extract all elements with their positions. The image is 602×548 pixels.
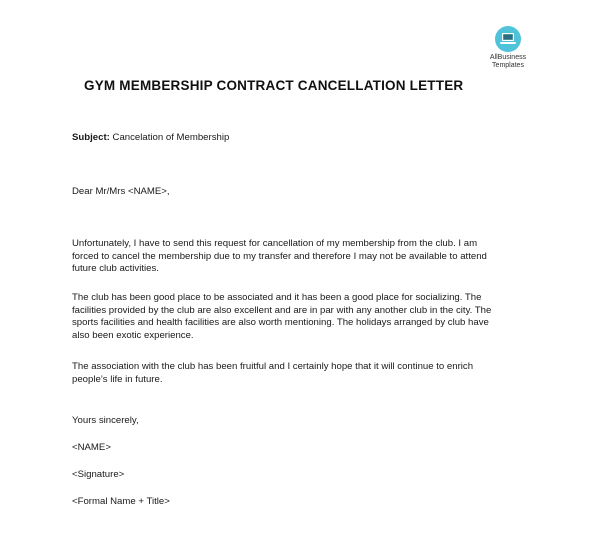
paragraph-line: facilities provided by the club are also excellent and are in par with any another club in the city. The <box>72 304 492 316</box>
paragraph-line: forced to cancel the membership due to my transfer and therefore I may not be available to attend <box>72 250 487 262</box>
paragraph-line: future club activities. <box>72 263 159 275</box>
paragraph-1 <box>72 238 542 276</box>
paragraph-line: The club has been good place to be associated and it has been a good place for socializing. The <box>72 292 482 303</box>
subject-label: Subject: <box>72 132 110 143</box>
paragraph-line: also been exotic experience. <box>72 329 194 341</box>
salutation: Dear Mr/Mrs <NAME>, <box>72 186 170 197</box>
logo-text <box>485 54 531 70</box>
allbusiness-templates-logo <box>485 26 531 70</box>
paragraph-3 <box>72 361 542 386</box>
subject-value: Cancelation of Membership <box>112 132 230 143</box>
paragraph-line: Unfortunately, I have to send this request for cancellation of my membership from the club. I am <box>72 238 478 249</box>
logo-line-2: Templates <box>492 62 524 69</box>
letter-title: GYM MEMBERSHIP CONTRACT CANCELLATION LETTER <box>84 78 464 93</box>
formal-name-placeholder: <Formal Name + Title> <box>72 496 170 507</box>
name-placeholder: <NAME> <box>72 442 111 453</box>
paragraph-line: The association with the club has been fruitful and I certainly hope that it will continue to enrich <box>72 361 474 372</box>
paragraph-line: people’s life in future. <box>72 373 163 385</box>
subject-line <box>72 132 229 145</box>
paragraph-line: sports facilities and health facilities are also worth mentioning. The holidays arranged by club have <box>72 317 489 329</box>
paragraph-2 <box>72 292 542 342</box>
logo-line-1: AllBusiness <box>489 54 527 61</box>
signature-placeholder: <Signature> <box>72 469 125 480</box>
closing: Yours sincerely, <box>72 415 139 426</box>
laptop-icon <box>495 26 521 52</box>
